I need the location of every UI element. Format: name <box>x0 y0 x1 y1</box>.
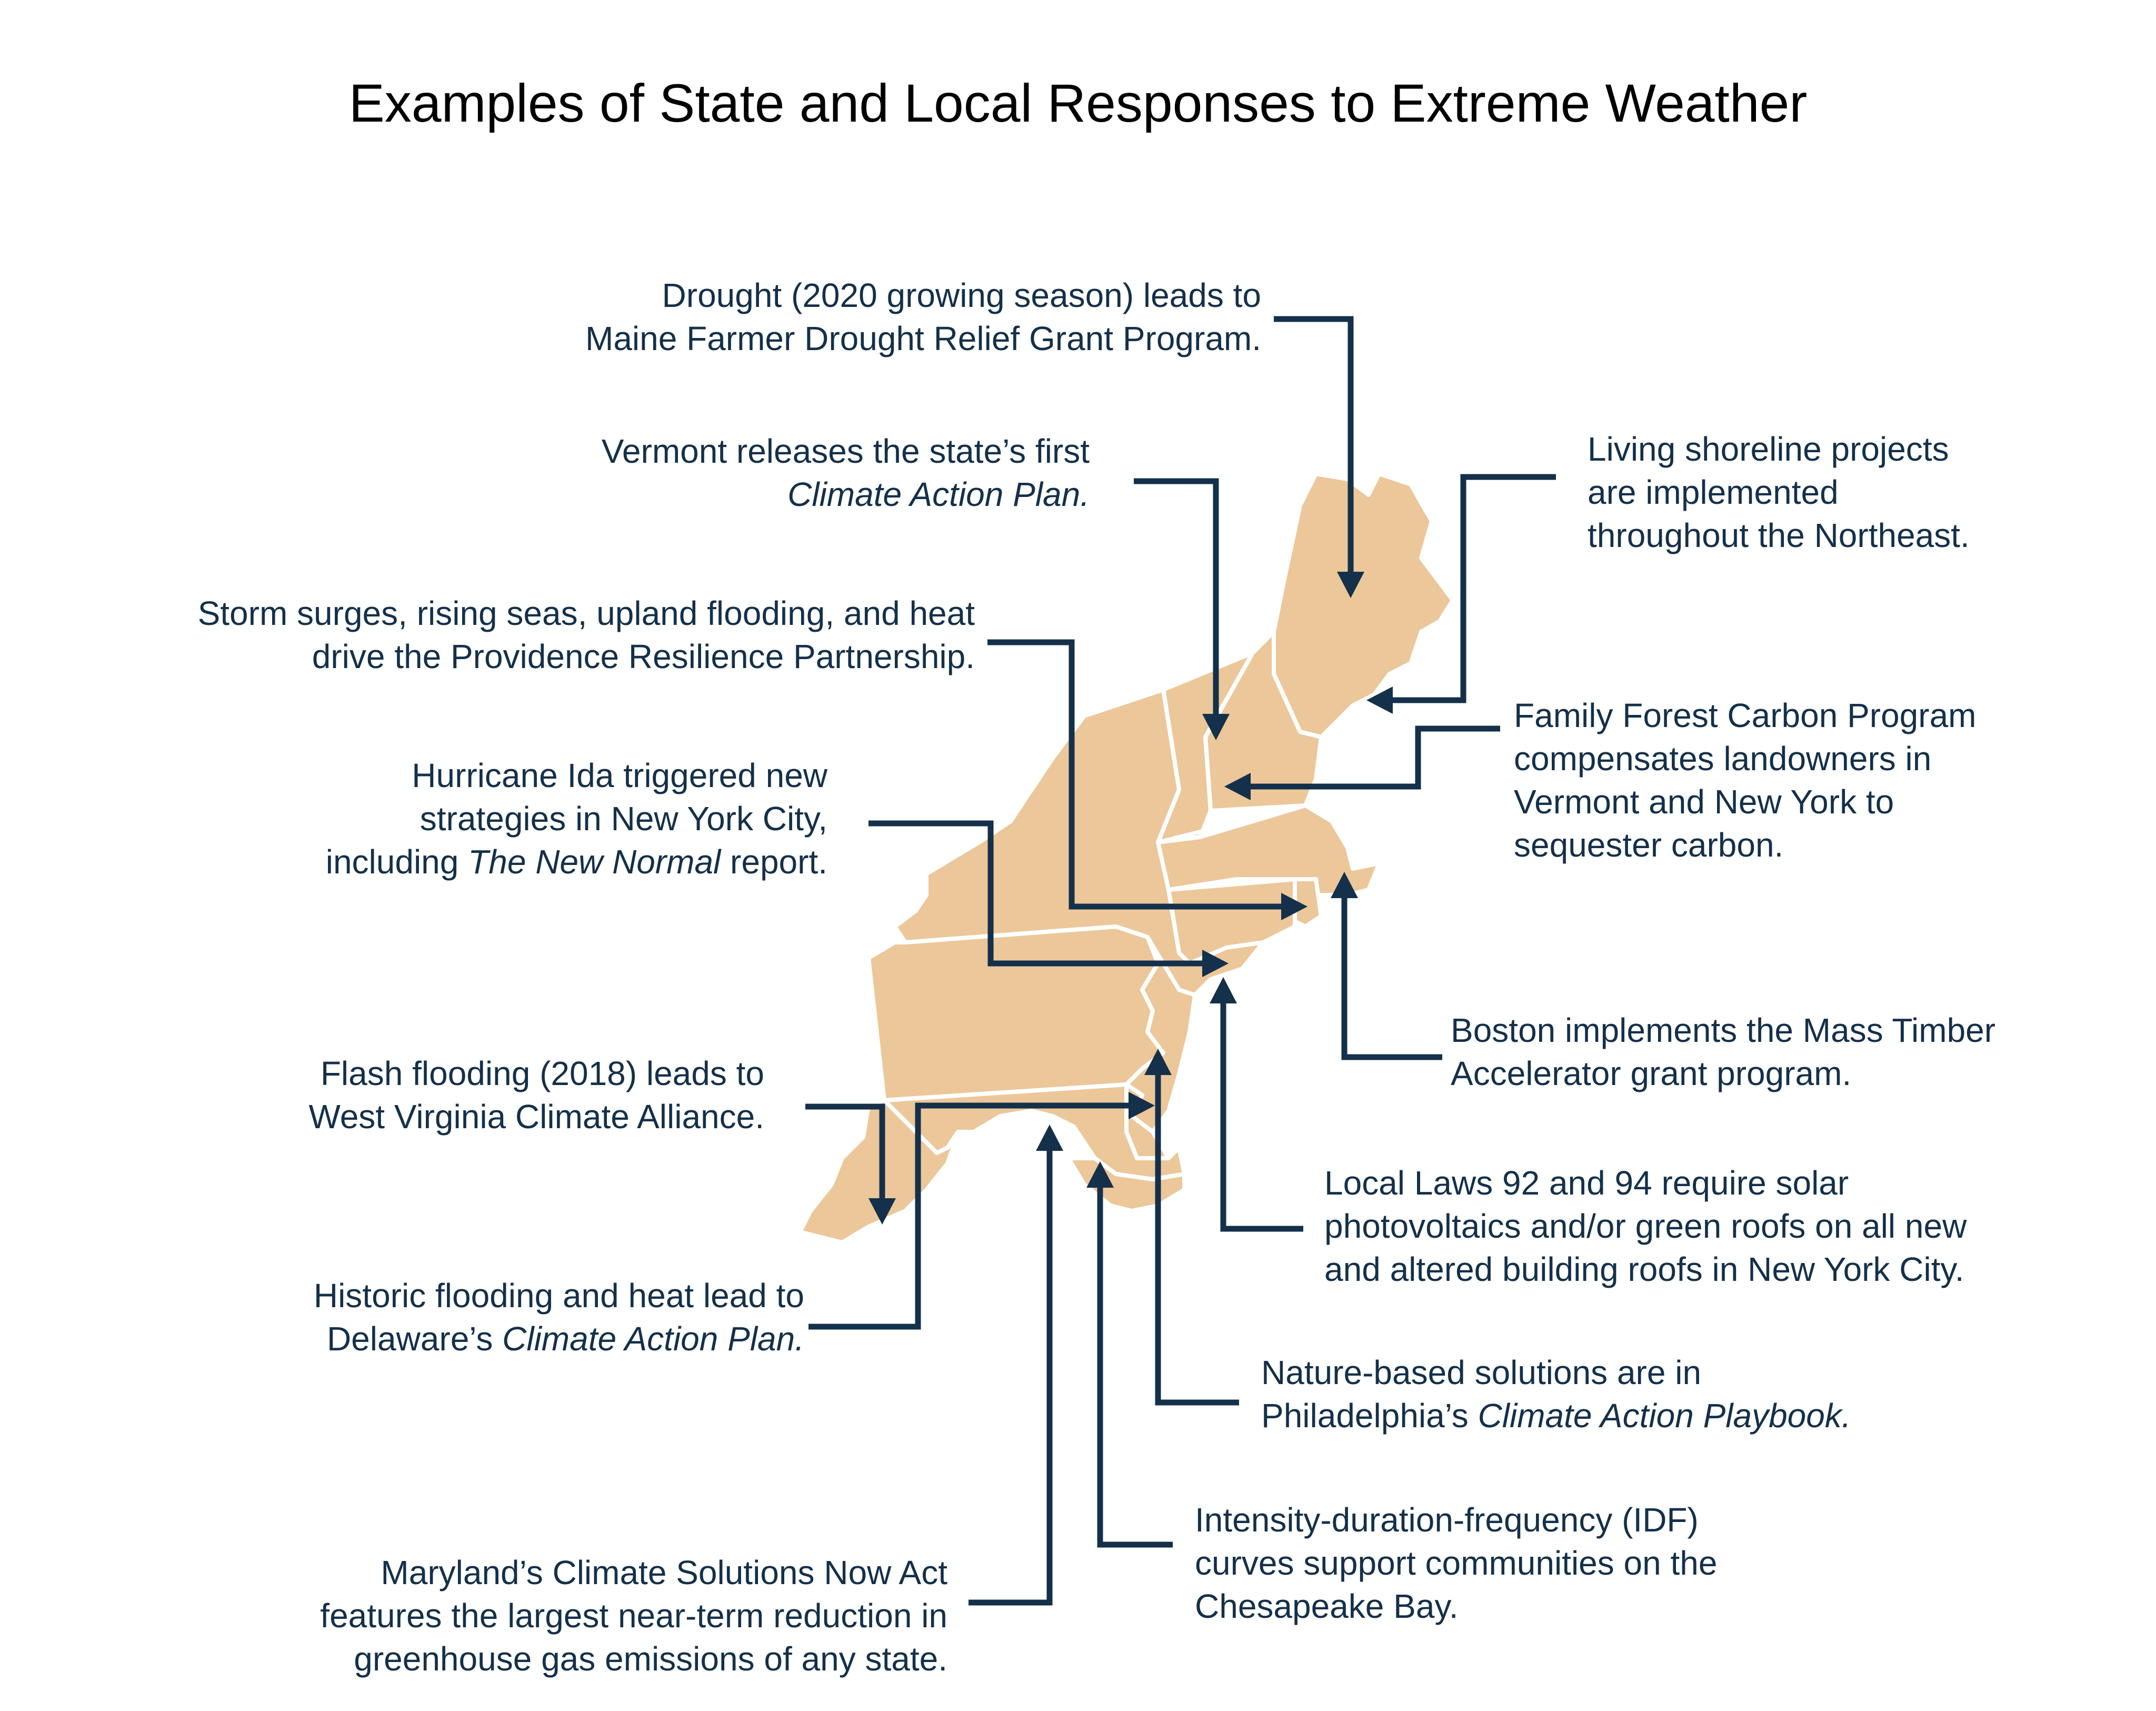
annotation-delaware <box>314 1274 804 1360</box>
annotation-text: Family Forest Carbon Program <box>1514 697 1977 734</box>
annotation-line <box>1261 1394 1851 1437</box>
annotation-text: Vermont releases the state’s first <box>601 432 1090 470</box>
annotation-text: Drought (2020 growing season) leads to <box>662 276 1261 314</box>
annotation-text: strategies in New York City, <box>420 800 827 838</box>
annotation-italic-text: Climate Action Plan. <box>502 1320 804 1358</box>
annotation-text: throughout the Northeast. <box>1588 516 1970 554</box>
annotation-italic-text: The New Normal <box>468 843 721 881</box>
annotation-line <box>602 473 1090 516</box>
annotation-text: Maine Farmer Drought Relief Grant Program. <box>585 320 1261 357</box>
annotation-text: Accelerator grant program. <box>1451 1055 1852 1092</box>
annotation-maryland <box>320 1551 947 1680</box>
pennsylvania-shape <box>869 927 1163 1100</box>
annotation-text: Local Laws 92 and 94 require solar <box>1324 1164 1849 1202</box>
annotation-text: Flash flooding (2018) leads to <box>320 1055 764 1092</box>
annotation-family-forest <box>1514 694 1976 867</box>
leader-maryland <box>969 1148 1050 1603</box>
annotation-boston <box>1451 1009 1995 1095</box>
annotation-text: Hurricane Ida triggered new <box>412 757 827 794</box>
annotation-line <box>326 840 827 883</box>
annotation-text: Intensity-duration-frequency (IDF) <box>1195 1501 1699 1539</box>
annotation-text: and altered building roofs in New York City. <box>1324 1250 1964 1288</box>
annotation-text: Delaware’s <box>326 1320 503 1358</box>
annotation-chesapeake <box>1195 1498 1717 1628</box>
leader-chesapeake <box>1100 1185 1173 1545</box>
annotation-text: Living shoreline projects <box>1588 430 1949 468</box>
leader-boston <box>1344 895 1442 1057</box>
annotation-text: Storm surges, rising seas, upland flooding, and heat <box>197 594 975 632</box>
leader-nyc-local-laws <box>1223 1000 1303 1229</box>
annotation-philadelphia <box>1261 1351 1851 1437</box>
annotation-vermont-cap <box>602 430 1090 516</box>
arrowhead-nyc-local-laws <box>1210 977 1237 1003</box>
annotation-providence <box>198 592 975 678</box>
annotation-text: features the largest near-term reduction in <box>320 1597 947 1635</box>
annotation-italic-text: Climate Action Plan. <box>787 475 1090 513</box>
annotation-text: greenhouse gas emissions of any state. <box>354 1640 947 1678</box>
annotation-text: Philadelphia’s <box>1261 1397 1478 1435</box>
annotation-west-virginia <box>308 1052 764 1138</box>
annotation-maine-drought <box>585 274 1261 360</box>
annotation-text: Vermont and New York to <box>1514 783 1894 821</box>
leader-philadelphia <box>1158 1072 1239 1402</box>
annotation-text: Nature-based solutions are in <box>1261 1354 1702 1391</box>
annotation-text: sequester carbon. <box>1514 826 1784 864</box>
page-title: Examples of State and Local Responses to Extreme Weather <box>348 73 1808 133</box>
annotation-text: Chesapeake Bay. <box>1195 1587 1459 1625</box>
annotation-text: are implemented <box>1588 473 1839 511</box>
annotation-text: drive the Providence Resilience Partnership. <box>312 638 975 675</box>
annotation-hurricane-ida <box>326 754 827 883</box>
annotation-text: compensates landowners in <box>1514 740 1932 778</box>
annotation-text: report. <box>721 843 827 881</box>
annotation-text: Boston implements the Mass Timber <box>1451 1011 1996 1049</box>
annotation-text: including <box>325 843 468 881</box>
annotation-text: Maryland’s Climate Solutions Now Act <box>381 1554 947 1591</box>
annotation-text: Historic flooding and heat lead to <box>313 1277 804 1315</box>
annotation-line <box>314 1317 804 1360</box>
annotation-text: West Virginia Climate Alliance. <box>308 1098 764 1136</box>
annotation-text: curves support communities on the <box>1195 1544 1718 1582</box>
annotation-nyc-local-laws <box>1324 1161 1967 1291</box>
annotation-italic-text: Climate Action Playbook. <box>1478 1397 1851 1435</box>
annotation-text: photovoltaics and/or green roofs on all new <box>1324 1207 1967 1245</box>
annotation-living-shoreline <box>1588 427 1970 557</box>
arrowhead-maryland <box>1036 1125 1063 1151</box>
